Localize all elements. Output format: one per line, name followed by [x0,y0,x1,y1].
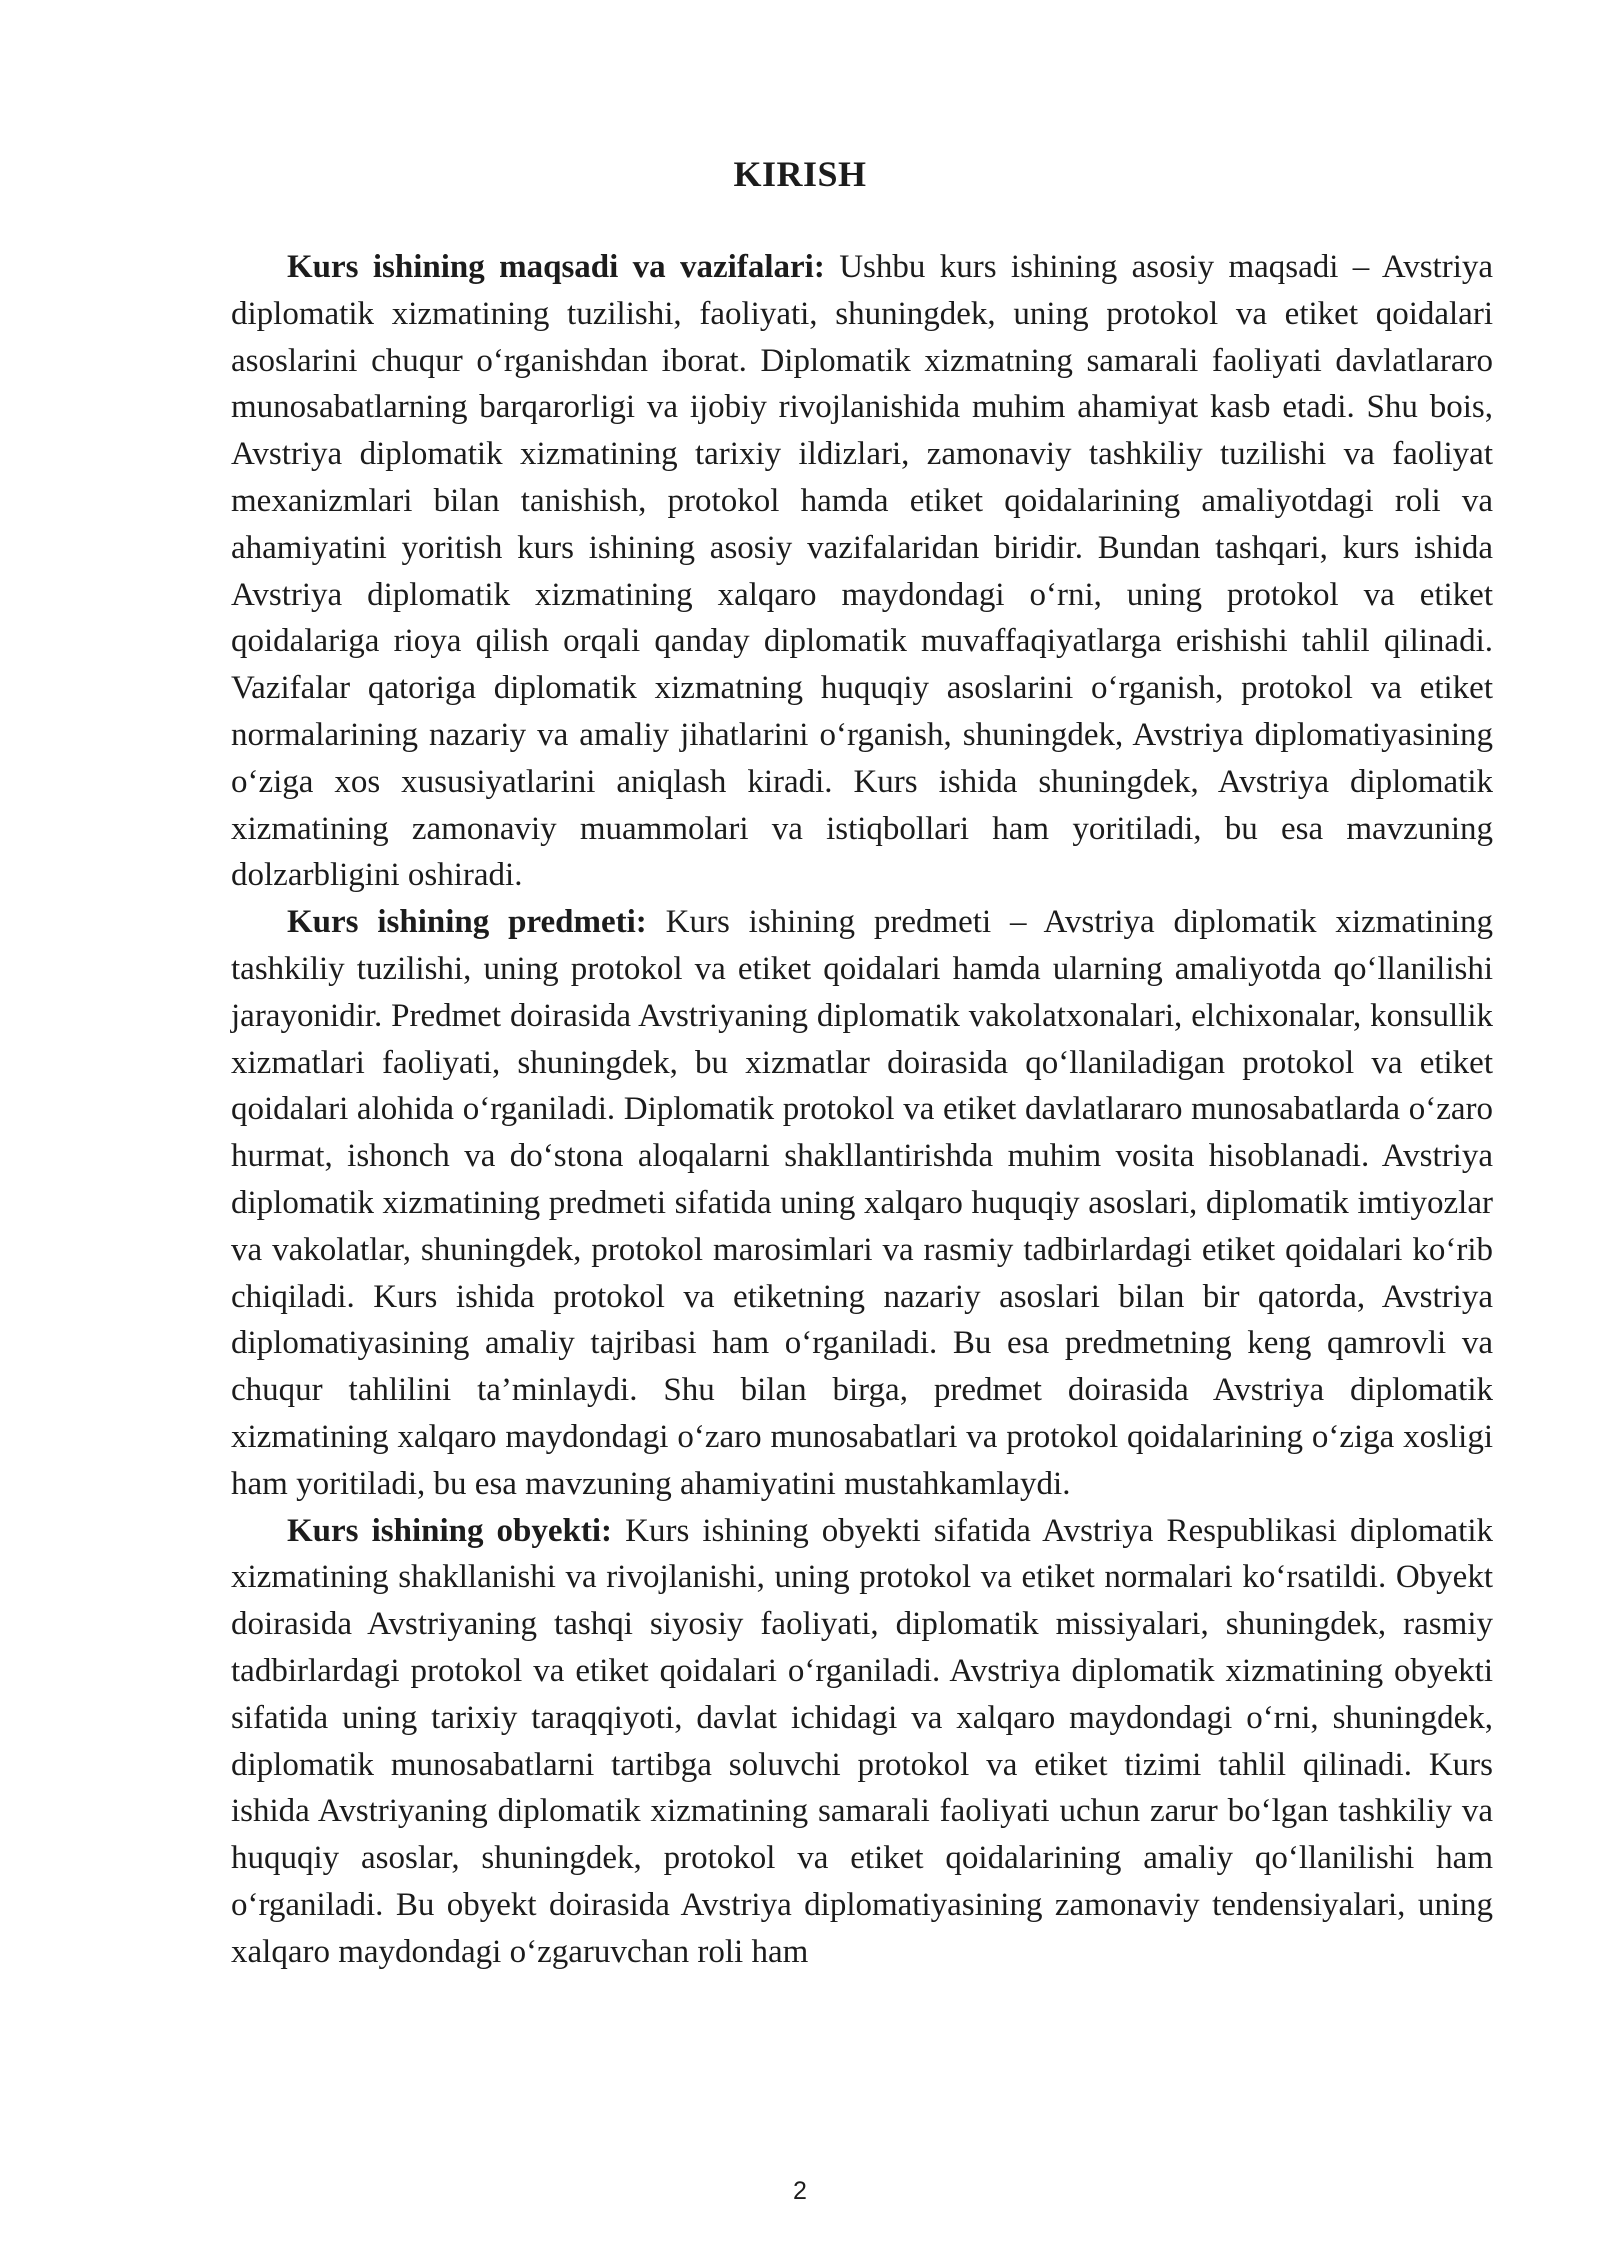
paragraph-obyekt [231,1508,1493,1976]
paragraph-text: Ushbu kurs ishining asosiy maqsadi – Avstriya diplomatik xizmatining tuzilishi, faoliyati, shuningdek, uning protokol va etiket qoidalari asoslarini chuqur o‘rganishdan iborat. Diplomatik xizmatning samarali faoliyati davlatlararo munosabatlarning barqarorligi va ijobiy rivojlanishida muhim ahamiyat kasb etadi. Shu bois, Avstriya diplomatik xizmatining tarixiy ildizlari, zamonaviy tashkiliy tuzilishi va faoliyat mexanizmlari bilan tanishish, protokol hamda etiket qoidalarining amaliyotdagi roli va ahamiyatini yoritish kurs ishining asosiy vazifalaridan biridir. Bundan tashqari, kurs ishida Avstriya diplomatik xizmatining xalqaro maydondagi o‘rni, uning protokol va etiket qoidalariga rioya qilish orqali qanday diplomatik muvaffaqiyatlarga erishishi tahlil qilinadi. Vazifalar qatoriga diplomatik xizmatning huquqiy asoslarini o‘rganish, protokol va etiket normalarining nazariy va amaliy jihatlarini o‘rganish, shuningdek, Avstriya diplomatiyasining o‘ziga xos xususiyatlarini aniqlash kiradi. Kurs ishida shuningdek, Avstriya diplomatik xizmatining zamonaviy muammolari va istiqbollari ham yoritiladi, bu esa mavzuning dolzarbligini oshiradi. [231,249,1494,894]
paragraph-lead: Kurs ishining predmeti: [287,904,647,941]
page-number: 2 [793,2177,807,2205]
body-text [231,244,1493,1975]
paragraph-text: Kurs ishining predmeti – Avstriya diplomatik xizmatining tashkiliy tuzilishi, uning protokol va etiket qoidalari hamda ularning amaliyotda qo‘llanilishi jarayonidir. Predmet doirasida Avstriyaning diplomatik vakolatxonalari, elchixonalar, konsullik xizmatlari faoliyati, shuningdek, bu xizmatlar doirasida qo‘llaniladigan protokol va etiket qoidalari alohida o‘rganiladi. Diplomatik protokol va etiket davlatlararo munosabatlarda o‘zaro hurmat, ishonch va do‘stona aloqalarni shakllantirishda muhim vosita hisoblanadi. Avstriya diplomatik xizmatining predmeti sifatida uning xalqaro huquqiy asoslari, diplomatik imtiyozlar va vakolatlar, shuningdek, protokol marosimlari va rasmiy tadbirlardagi etiket qoidalari ko‘rib chiqiladi. Kurs ishida protokol va etiketning nazariy asoslari bilan bir qatorda, Avstriya diplomatiyasining amaliy tajribasi ham o‘rganiladi. Bu esa predmetning keng qamrovli va chuqur tahlilini ta’minlaydi. Shu bilan birga, predmet doirasida Avstriya diplomatik xizmatining xalqaro maydondagi o‘zaro munosabatlari va protokol qoidalarining o‘ziga xosligi ham yoritiladi, bu esa mavzuning ahamiyatini mustahkamlaydi. [231,904,1493,1502]
paragraph-text: Kurs ishining obyekti sifatida Avstriya Respublikasi diplomatik xizmatining shakllanishi va rivojlanishi, uning protokol va etiket normalari ko‘rsatildi. Obyekt doirasida Avstriyaning tashqi siyosiy faoliyati, diplomatik missiyalari, shuningdek, rasmiy tadbirlardagi protokol va etiket qoidalari o‘rganiladi. Avstriya diplomatik xizmatining obyekti sifatida uning tarixiy taraqqiyoti, davlat ichidagi va xalqaro maydondagi o‘rni, shuningdek, diplomatik munosabatlarni tartibga soluvchi protokol va etiket tizimi tahlil qilinadi. Kurs ishida Avstriyaning diplomatik xizmatining samarali faoliyati uchun zarur bo‘lgan tashkiliy va huquqiy asoslar, shuningdek, protokol va etiket qoidalarining amaliy qo‘llanilishi ham o‘rganiladi. Bu obyekt doirasida Avstriya diplomatiyasining zamonaviy tendensiyalari, uning xalqaro maydondagi o‘zgaruvchan roli ham [231,1512,1493,1970]
paragraph-maqsad [231,244,1493,899]
paragraph-lead: Kurs ishining maqsadi va vazifalari: [287,249,825,285]
paragraph-lead: Kurs ishining obyekti: [287,1512,613,1549]
paragraph-predmet [231,899,1493,1507]
page-title: KIRISH [733,154,867,194]
